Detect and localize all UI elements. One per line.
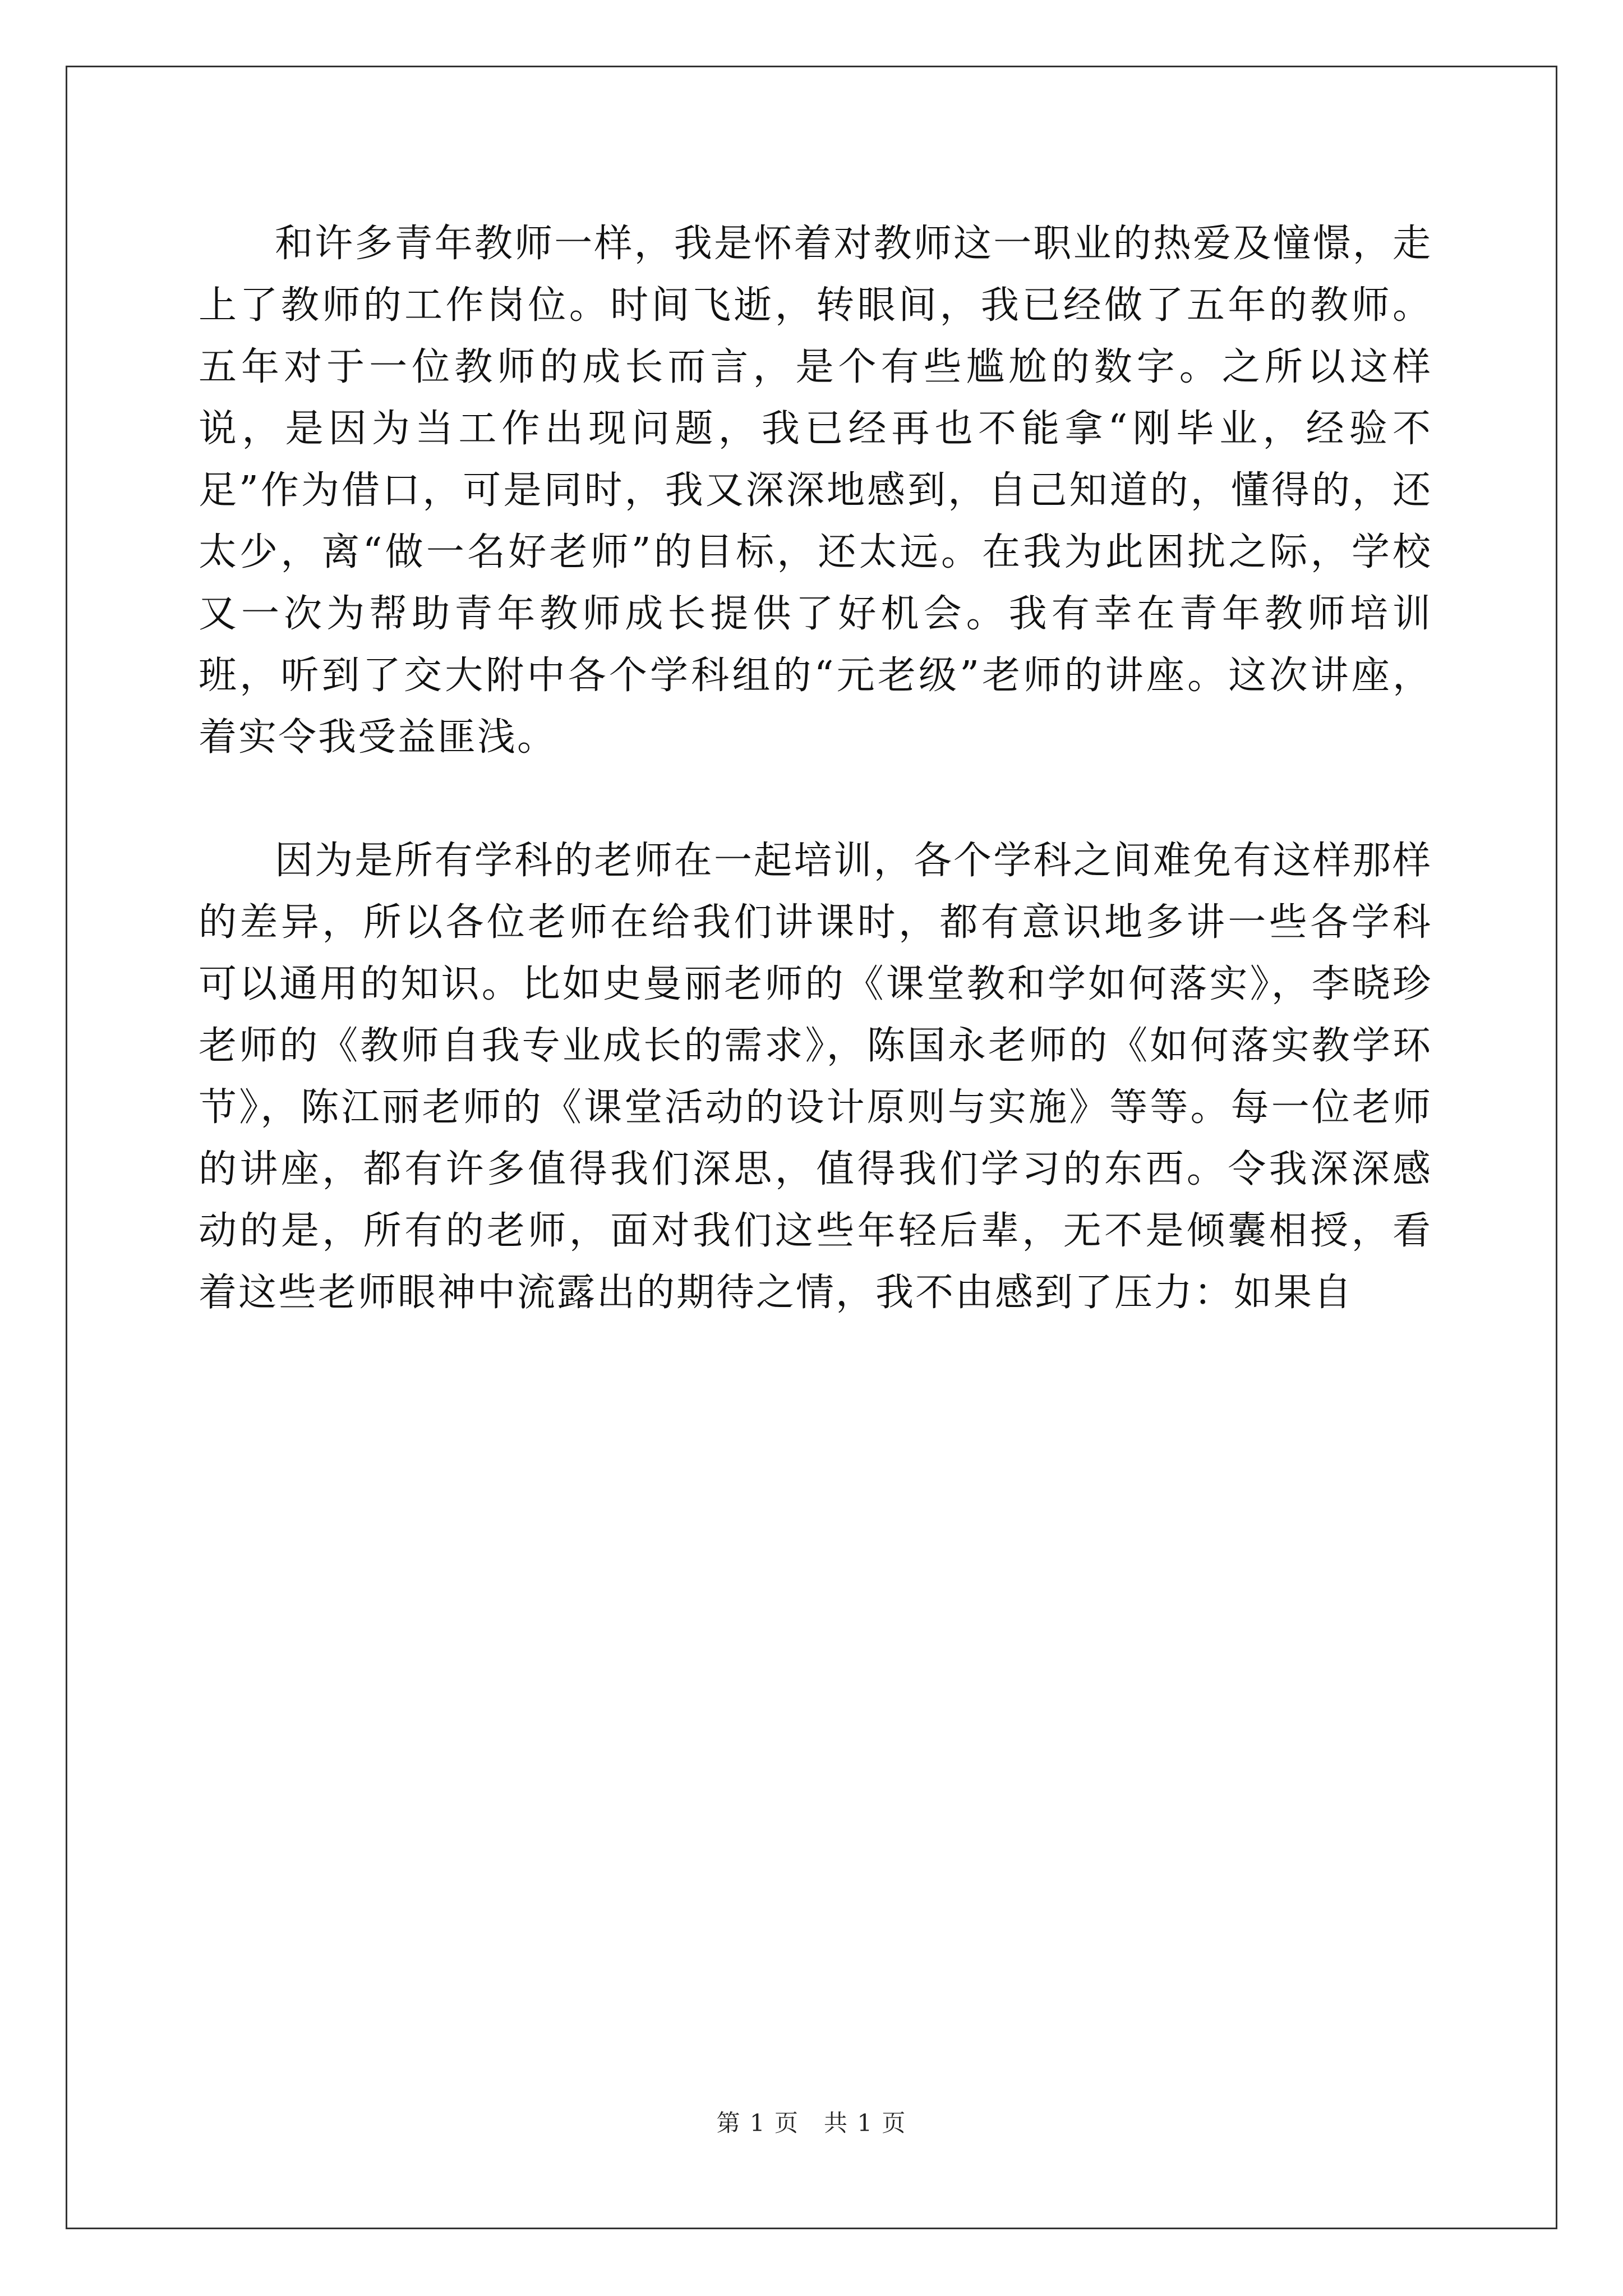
document-body bbox=[199, 213, 1432, 1324]
paragraph-1: 和许多青年教师一样，我是怀着对教师这一职业的热爱及憧憬，走上了教师的工作岗位。时间飞逝，转眼间，我已经做了五年的教师。五年对于一位教师的成长而言，是个有些尴尬的数字。之所以这样说，是因为当工作出现问题，我已经再也不能拿“刚毕业，经验不足”作为借口，可是同时，我又深深地感到，自己知道的，懂得的，还太少，离“做一名好老师”的目标，还太远。在我为此困扰之际，学校又一次为帮助青年教师成长提供了好机会。我有幸在青年教师培训班，听到了交大附中各个学科组的“元老级”老师的讲座。这次讲座，着实令我受益匪浅。 bbox=[199, 222, 1432, 760]
page-footer: 第 1 页 共 1 页 bbox=[716, 2109, 907, 2137]
paragraph-2: 因为是所有学科的老师在一起培训，各个学科之间难免有这样那样的差异，所以各位老师在给我们讲课时，都有意识地多讲一些各学科可以通用的知识。比如史曼丽老师的《课堂教和学如何落实》，李晓珍老师的《教师自我专业成长的需求》，陈国永老师的《如何落实教学环节》，陈江丽老师的《课堂活动的设计原则与实施》等等。每一位老师的讲座，都有许多值得我们深思，值得我们学习的东西。令我深深感动的是，所有的老师，面对我们这些年轻后辈，无不是倾囊相授，看着这些老师眼神中流露出的期待之情，我不由感到了压力：如果自 bbox=[199, 839, 1432, 1315]
